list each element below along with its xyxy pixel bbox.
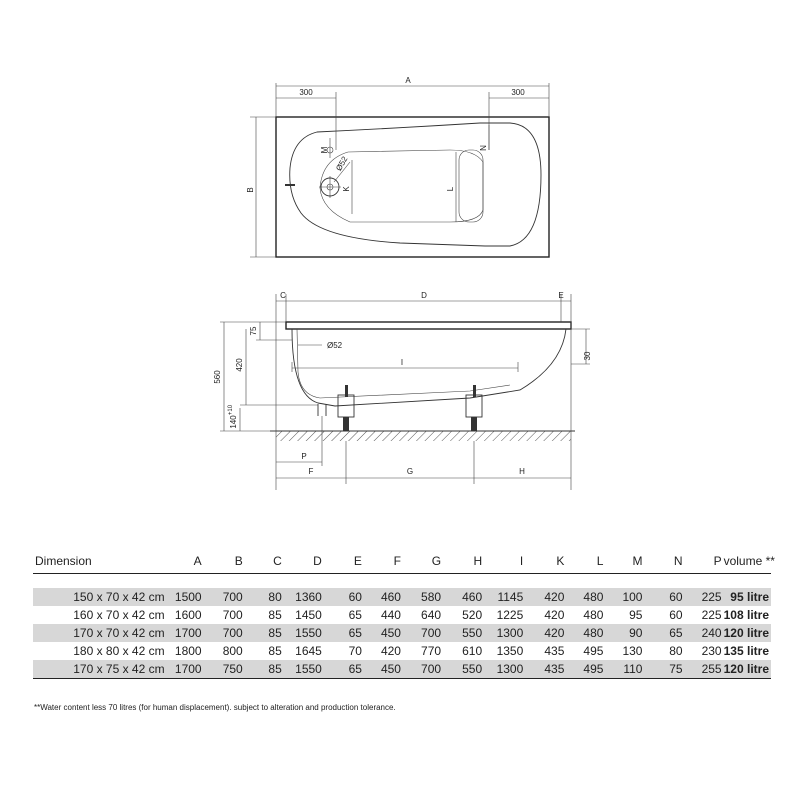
row-value-cell: 1350 [496,644,524,658]
row-value-cell: 700 [204,624,245,642]
row-value-cell: 1450 [295,608,322,622]
dim-label-i: I [400,358,404,367]
row-value-cell: 60 [644,588,684,606]
dim-label-k: K [342,186,351,192]
dim-label-560: 560 [213,370,222,384]
header-dimension: Dimension [33,549,167,574]
row-value-cell: 80 [669,644,683,658]
row-value-cell: 1700 [167,624,204,642]
header-a: A [167,549,204,574]
dim-label-d: D [421,291,427,300]
dim-label-420: 420 [235,358,244,372]
header-k: K [525,549,566,574]
table-row [33,606,771,624]
header-h: H [443,549,484,574]
dim-label-e: E [558,291,564,300]
floor-hatching [276,431,571,441]
dim-label-tolerance: +10 [228,404,234,416]
row-value-cell: 85 [245,624,284,642]
row-value-cell: 700 [204,588,245,606]
row-value-cell: 230 [701,644,722,658]
row-value-cell: 580 [403,588,443,606]
dim-label-n: N [479,145,488,151]
header-m: M [605,549,644,574]
row-value-cell: 520 [462,608,483,622]
row-volume-cell: 108 litre [723,608,769,622]
table-row [33,588,771,606]
dim-label-c: C [280,291,286,300]
dim-label-a: A [405,76,411,85]
row-value-cell: 750 [204,660,245,679]
table-row [33,624,771,642]
row-value-cell: 225 [685,588,724,606]
dim-label-right-300: 300 [511,88,525,97]
row-dimension-cell: 150 x 70 x 42 cm [33,588,167,606]
row-value-cell: 640 [421,608,442,622]
row-value-cell: 495 [583,644,604,658]
section-view [213,291,592,490]
plan-outer-rim [276,117,549,257]
header-g: G [403,549,443,574]
dim-label-drain: Ø52 [327,341,343,350]
row-volume-cell: 95 litre [724,588,771,606]
row-value-cell: 130 [622,644,643,658]
row-value-cell: 80 [245,588,284,606]
dim-label-h: H [519,467,525,476]
row-value-cell: 110 [605,660,644,679]
dim-label-m: M [320,146,329,154]
row-value-cell: 225 [701,608,722,622]
row-value-cell: 60 [669,608,683,622]
row-value-cell: 1300 [484,624,525,642]
plan-view [246,76,549,257]
plan-rear-recess [459,150,483,222]
row-value-cell: 420 [544,608,565,622]
header-f: F [364,549,403,574]
row-value-cell: 75 [644,660,684,679]
row-dimension-cell: 160 x 70 x 42 cm [73,608,165,622]
dim-label-p: P [301,452,307,461]
row-value-cell: 420 [380,644,401,658]
header-d: D [284,549,324,574]
row-value-cell: 1800 [174,644,202,658]
table-row [33,642,771,660]
dim-label-30: 30 [583,351,592,361]
row-value-cell: 1700 [167,660,204,679]
table-body [33,574,771,679]
row-value-cell: 85 [268,608,282,622]
row-value-cell: 420 [525,624,566,642]
row-value-cell: 240 [685,624,724,642]
header-c: C [245,549,284,574]
row-value-cell: 65 [644,624,684,642]
row-value-cell: 255 [685,660,724,679]
row-volume-cell: 120 litre [724,660,771,679]
dim-label-left-300: 300 [299,88,313,97]
row-volume-cell: 120 litre [723,626,769,640]
header-i: I [484,549,525,574]
header-l: L [566,549,605,574]
row-value-cell: 1550 [284,660,324,679]
row-value-cell: 1225 [496,608,524,622]
row-value-cell: 1600 [174,608,202,622]
row-volume-cell: 135 litre [723,644,769,658]
row-value-cell: 95 [629,608,643,622]
table-header-row [33,549,771,574]
footnote: **Water content less 70 litres (for human displacement). subject to alteration and production tolerance. [34,703,396,712]
row-value-cell: 480 [583,608,604,622]
header-e: E [324,549,364,574]
row-value-cell: 85 [245,660,284,679]
row-value-cell: 435 [525,660,566,679]
dim-label-l: L [446,186,455,192]
row-value-cell: 700 [222,608,243,622]
dim-label-b: B [246,187,255,193]
row-value-cell: 550 [443,660,484,679]
row-value-cell: 85 [268,644,282,658]
row-value-cell: 65 [324,660,364,679]
row-value-cell: 65 [348,608,362,622]
header-volume: volume ** [724,549,771,574]
dim-label-f: F [308,467,314,476]
row-value-cell: 1645 [295,644,322,658]
row-value-cell: 100 [605,588,644,606]
row-value-cell: 60 [324,588,364,606]
row-value-cell: 450 [364,624,403,642]
dim-label-drain-diameter: Ø52 [334,154,350,173]
dim-label-g: G [406,467,414,476]
left-foot [338,385,354,431]
overflow-mark [285,184,295,186]
row-value-cell: 1145 [484,588,525,606]
row-value-cell: 440 [380,608,401,622]
row-value-cell: 435 [544,644,565,658]
row-value-cell: 495 [566,660,605,679]
row-value-cell: 1300 [484,660,525,679]
row-value-cell: 480 [566,624,605,642]
row-value-cell: 800 [222,644,243,658]
dim-label-75: 75 [249,326,258,336]
row-value-cell: 1550 [284,624,324,642]
plan-basin-outline [290,123,541,246]
header-n: N [644,549,684,574]
row-value-cell: 1500 [167,588,204,606]
row-value-cell: 700 [403,624,443,642]
row-value-cell: 420 [525,588,566,606]
section-rim [286,322,571,329]
row-value-cell: 70 [348,644,362,658]
section-inner-line [297,329,510,398]
row-value-cell: 460 [364,588,403,606]
row-dimension-cell: 170 x 75 x 42 cm [33,660,167,679]
row-value-cell: 450 [364,660,403,679]
row-value-cell: 610 [462,644,483,658]
row-value-cell: 65 [324,624,364,642]
dim-label-140: 140 [229,415,238,429]
row-value-cell: 460 [443,588,484,606]
header-b: B [204,549,245,574]
row-dimension-cell: 170 x 70 x 42 cm [33,624,167,642]
row-dimension-cell: 180 x 80 x 42 cm [73,644,165,658]
row-value-cell: 550 [443,624,484,642]
right-foot [466,385,482,431]
row-value-cell: 700 [403,660,443,679]
row-value-cell: 1360 [284,588,324,606]
row-value-cell: 480 [566,588,605,606]
row-value-cell: 90 [605,624,644,642]
dimension-table [33,549,775,679]
row-value-cell: 770 [421,644,442,658]
header-p: P [685,549,724,574]
table-row [33,660,771,679]
